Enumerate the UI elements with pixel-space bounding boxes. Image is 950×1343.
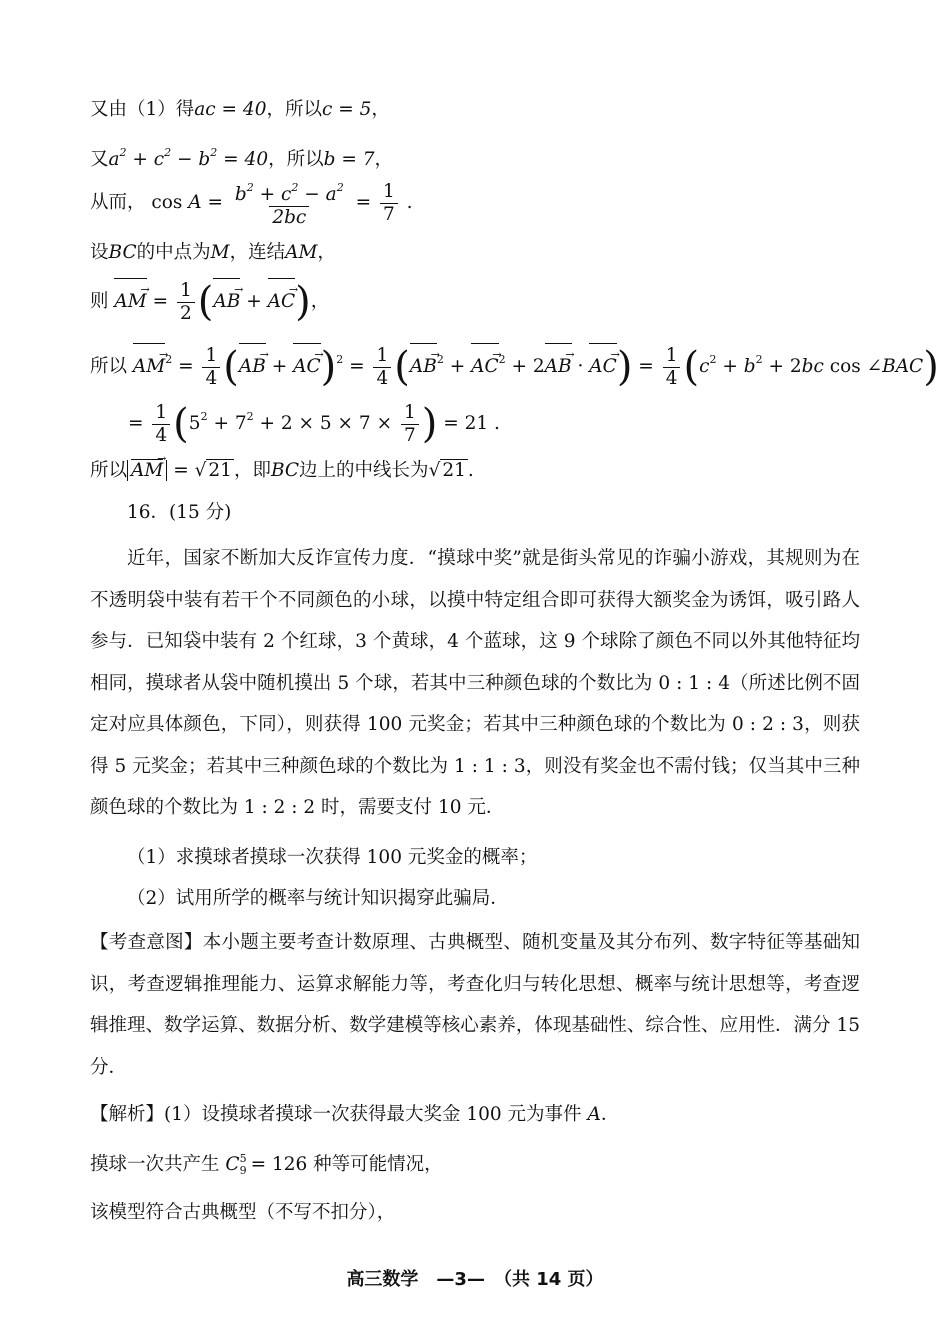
equation-sum: $a^2 + c^2 - b^2 = 40$ xyxy=(108,146,269,170)
equation-b: b = 7 xyxy=(323,149,375,170)
solution-combination: 摸球一次共产生 C 5 9 = 126 种等可能情况， xyxy=(90,1152,443,1177)
exam-intent: 【考查意图】本小题主要考查计数原理、古典概型、随机变量及其分布列、数字特征等基础知识，考查逻辑推理能力、运算求解能力等，考查化归与转化思想、概率与统计思想等，考查逻辑推理、数学运算、数据分析、数学建模等核心素养，体现基础性、综合性、应用性．满分 15 分． xyxy=(90,932,860,1078)
solution-line-1: 又由（1）得ac = 40，所以c = 5， xyxy=(90,99,390,120)
solution-part-1: 【解析】(1）设摸球者摸球一次获得最大奖金 100 元为事件 A． xyxy=(90,1104,620,1125)
sub-question-1: （1）求摸球者摸球一次获得 100 元奖金的概率； xyxy=(127,847,538,868)
solution-line-3: 从而， cos A = $\frac{b^2 + c^2 - a^2}{2bc}$ = $\frac{1}{7}$ . xyxy=(90,180,413,228)
equation-ac: ac = 40 xyxy=(194,99,267,120)
solution-line-5: 则 AM → = $\frac{1}{2}$ (AB → + AC →)， xyxy=(90,277,329,327)
median-vector-formula: AM → = $\frac{1}{2}$ (AB → + AC →)， xyxy=(114,291,329,312)
page-footer: 高三数学 —3— （共 14 页） xyxy=(346,1269,604,1290)
question-header: 16．(15 分) xyxy=(127,502,232,523)
solution-line-6: 所以 AM →$^2$ = $\frac{1}{4}$ (AB → + AC →)$^2$ = $\frac{1}{4}$ (AB →$^2$ + AC →$^2$ + 2AB → · AC →) = $\frac{1}{4}$ ($c^2 + b^2 + 2bc$ cos ∠BAC) xyxy=(90,335,939,392)
solution-line-2: 又$a^2 + c^2 - b^2 = 40$，所以b = 7， xyxy=(90,146,393,170)
solution-line-8: 所以 AM → = √ 21 ，即BC边上的中线长为√ 21 . xyxy=(90,458,474,484)
solution-model-note: 该模型符合古典概型（不写不扣分）， xyxy=(90,1202,396,1223)
solution-line-4: 设BC的中点为M，连结AM， xyxy=(90,242,336,263)
cosine-formula: cos A = $\frac{b^2 + c^2 - a^2}{2bc}$ = $\frac{1}{7}$ . xyxy=(151,180,413,228)
sub-question-2: （2）试用所学的概率与统计知识揭穿此骗局． xyxy=(127,888,509,909)
abs-am: AM → xyxy=(127,460,167,481)
question-body: 近年，国家不断加大反诈宣传力度．“摸球中奖”就是街头常见的诈骗小游戏，其规则为在不透明袋中装有若干个不同颜色的小球，以摸中特定组合即可获得大额奖金为诱饵，吸引路人参与．已知袋中装有 2 个红球，3 个黄球，4 个蓝球，这 9 个球除了颜色不同以外其他特征均相同，摸球者从袋中随机摸出 5 个球，若其中三种颜色球的个数比为 0 : 1 : 4（所述比例不固定对应具体颜色，下同），则获得 100 元奖金；若其中三种颜色球的个数比为 0 : 2 : 3，则获得 5 元奖金；若其中三种颜色球的个数比为 1 : 1 : 3，则没有奖金也不需付钱；仅当其中三种颜色球的个数比为 1 : 2 : 2 时，需要支付 10 元． xyxy=(90,548,860,818)
equation-c: c = 5 xyxy=(322,99,372,120)
solution-line-7: = $\frac{1}{4}$ ($5^2 + 7^2 + 2 \times 5 \times 7$ × $\frac{1}{7}$ ) = 21 . xyxy=(128,401,500,447)
